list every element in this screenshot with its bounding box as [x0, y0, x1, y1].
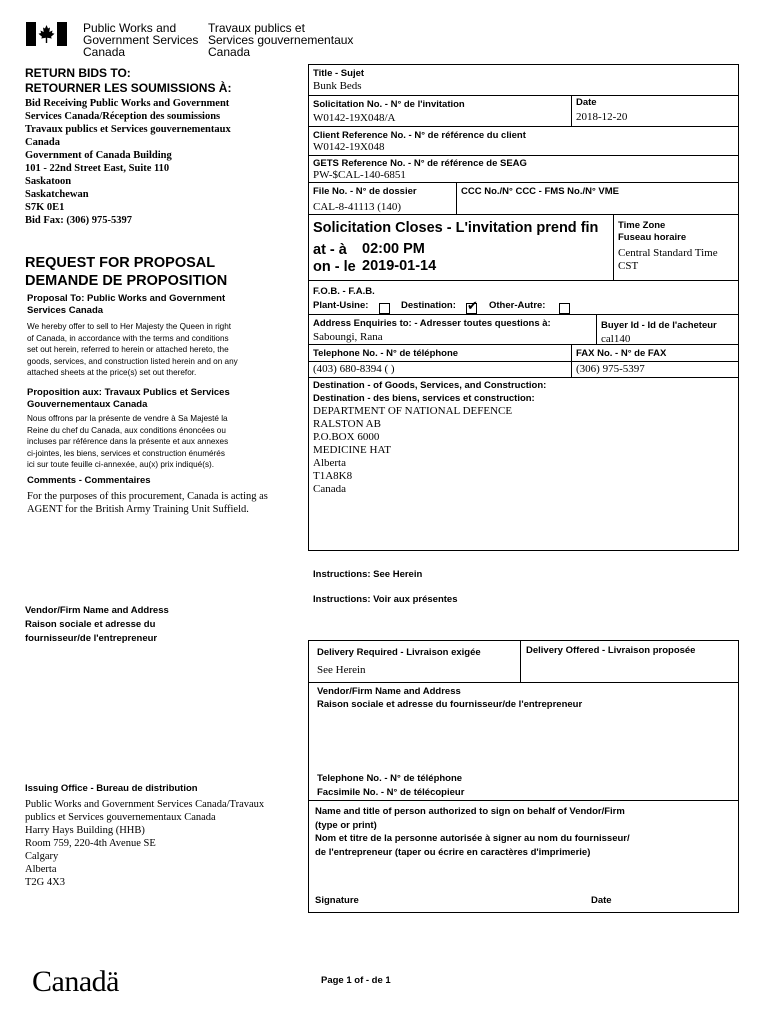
rfp-title: [25, 254, 227, 290]
divider: [308, 377, 739, 378]
return-bids-title: [25, 66, 231, 96]
issuing-line: Public Works and Government Services Canada/Travaux: [25, 799, 265, 810]
comments-label: Comments - Commentaires: [27, 475, 151, 486]
return-bids-title-fr: RETOURNER LES SOUMISSIONS À:: [25, 81, 232, 95]
authorized-person-line: (type or print): [315, 819, 377, 831]
vendor-firm-left-label: [25, 604, 169, 646]
address-line: Canada: [25, 137, 61, 148]
proposal-text-line: attached sheets at the price(s) set out therefor.: [27, 368, 197, 377]
dept-name-en-line: Canada: [83, 45, 126, 59]
comments-line: For the purposes of this procurement, Canada is acting as: [27, 491, 268, 502]
destination-line: T1A8K8: [313, 470, 353, 482]
divider: [308, 155, 739, 156]
divider: [308, 344, 739, 345]
address-enquiries-value: Saboungi, Rana: [313, 331, 383, 343]
vendor-firm-label-line: Vendor/Firm Name and Address: [317, 686, 461, 697]
destination-line: Canada: [313, 483, 346, 495]
vendor-firm-field[interactable]: [312, 712, 735, 768]
proposition-label-line: Gouvernementaux Canada: [27, 399, 148, 410]
time-zone-value-line: Central Standard Time: [618, 247, 718, 259]
address-line: Travaux publics et Services gouvernementaux: [25, 124, 231, 135]
issuing-line: T2G 4X3: [25, 877, 65, 888]
proposal-to-label-line: Services Canada: [27, 305, 104, 316]
proposition-label-line: Proposition aux: Travaux Publics et Services: [27, 387, 230, 398]
file-no-label: File No. - N° de dossier: [313, 186, 417, 197]
divider: [308, 682, 739, 683]
dept-name-en-line: Public Works and: [83, 21, 177, 35]
dept-name-en-line: Government Services: [83, 33, 199, 47]
gets-ref-label: GETS Reference No. - N° de référence de SEAG: [313, 158, 527, 169]
destination-line: Alberta: [313, 457, 346, 469]
address-line: Government of Canada Building: [25, 150, 172, 161]
telephone-value: (403) 680-8394 ( ): [313, 363, 395, 375]
proposal-to-text: [27, 321, 238, 379]
time-zone-label-line: Time Zone: [618, 220, 666, 231]
dept-name-fr-line: Services gouvernementaux: [208, 33, 354, 47]
dept-name-fr-line: Canada: [208, 45, 251, 59]
issuing-line: Room 759, 220-4th Avenue SE: [25, 838, 156, 849]
dept-name-fr: [208, 22, 353, 58]
client-ref-label: Client Reference No. - N° de référence du client: [313, 130, 526, 141]
issuing-office-label: Issuing Office - Bureau de distribution: [25, 783, 198, 794]
proposition-text-line: ici sur toute feuille ci-annexée, au(x) prix indiqué(s).: [27, 460, 215, 469]
time-zone-value: [618, 247, 718, 273]
time-zone-value-line: CST: [618, 260, 639, 272]
issuing-line: publics et Services gouvernementaux Canada: [25, 812, 216, 823]
divider: [308, 800, 739, 801]
rfp-title-en: REQUEST FOR PROPOSAL: [25, 255, 216, 271]
proposal-text-line: of Canada, in accordance with the terms and conditions: [27, 333, 229, 343]
authorized-person-line: de l'entrepreneur (taper ou écrire en caractères d'imprimerie): [315, 846, 591, 858]
divider: [308, 126, 739, 127]
delivery-required-label: Delivery Required - Livraison exigée: [317, 647, 481, 658]
authorized-person-line: Name and title of person authorized to sign on behalf of Vendor/Firm: [315, 806, 625, 817]
address-line: Services Canada/Réception des soumissions: [25, 111, 221, 122]
telephone-label: Telephone No. - N° de téléphone: [313, 348, 459, 359]
authorized-person-line: Nom et titre de la personne autorisée à signer au nom du fournisseur/: [315, 833, 630, 844]
address-line: Saskatoon: [25, 176, 72, 187]
signature-date-label: Date: [591, 895, 612, 906]
address-line: S7K 0E1: [25, 202, 65, 213]
destination-label: Destination:: [401, 300, 456, 311]
authorized-person-label: [315, 805, 630, 859]
rfp-title-fr: DEMANDE DE PROPOSITION: [25, 273, 228, 289]
client-ref-value: W0142-19X048: [313, 141, 385, 153]
return-bids-title-en: RETURN BIDS TO:: [25, 66, 131, 80]
instructions-en: Instructions: See Herein: [313, 569, 423, 580]
destination-checkbox-box[interactable]: [466, 299, 478, 314]
divider: [308, 361, 739, 362]
comments-text: [27, 490, 268, 516]
ccc-label: CCC No./N° CCC - FMS No./N° VME: [461, 186, 620, 197]
divider: [613, 214, 614, 280]
signature-label: Signature: [315, 895, 359, 906]
destination-line: P.O.BOX 6000: [313, 431, 380, 443]
buyer-id-value: cal140: [601, 333, 631, 345]
closing-time-value: 02:00 PM: [362, 241, 425, 257]
destination-goods-label: [313, 380, 546, 405]
file-no-value: CAL-8-41113 (140): [313, 201, 402, 213]
at-label: at - à: [313, 242, 347, 258]
issuing-line: Calgary: [25, 851, 59, 862]
proposal-text-line: goods, services, and construction listed herein and on any: [27, 356, 238, 366]
proposition-text-line: ci-jointes, les biens, services et construction énumérés: [27, 448, 225, 458]
plant-label: Plant-Usine:: [313, 300, 369, 311]
address-line: Saskatchewan: [25, 189, 89, 200]
proposition-text-line: Nous offrons par la présente de vendre à Sa Majesté la: [27, 414, 228, 423]
destination-line: RALSTON AB: [313, 418, 381, 430]
issuing-line: Alberta: [25, 864, 57, 875]
instructions-fr: Instructions: Voir aux présentes: [313, 594, 458, 605]
divider: [308, 95, 739, 96]
destination-address: [313, 405, 512, 496]
on-label: on - le: [313, 259, 356, 275]
destination-line: MEDICINE HAT: [313, 444, 391, 456]
plant-checkbox-box[interactable]: [379, 303, 390, 314]
fax-label: FAX No. - N° de FAX: [576, 348, 667, 359]
proposition-text-line: Reine du chef du Canada, aux conditions énoncées ou: [27, 425, 226, 435]
divider: [308, 214, 739, 215]
delivery-offered-label: Delivery Offered - Livraison proposée: [526, 645, 696, 656]
date-value: 2018-12-20: [576, 111, 628, 123]
vendor-facsimile-label: Facsimile No. - N° de télécopieur: [317, 786, 465, 798]
divider: [520, 640, 521, 682]
divider: [308, 280, 739, 281]
check-mark-icon: ✔: [467, 299, 478, 314]
fax-value: (306) 975-5397: [576, 363, 645, 375]
canada-wordmark-logo: Canadä: [32, 965, 119, 998]
title-label: Title - Sujet: [313, 68, 365, 79]
address-line: 101 - 22nd Street East, Suite 110: [25, 163, 170, 174]
divider: [571, 95, 572, 126]
address-enquiries-label: Address Enquiries to: - Adresser toutes questions à:: [313, 318, 551, 329]
proposition-text: [27, 413, 228, 471]
time-zone-label-line: Fuseau horaire: [618, 232, 687, 243]
vendor-left-label-line: Vendor/Firm Name and Address: [25, 605, 169, 616]
solicitation-closes-label: Solicitation Closes - L'invitation prend fin: [313, 220, 599, 236]
dept-name-en: [83, 22, 198, 58]
vendor-firm-label-line: Raison sociale et adresse du fournisseur/de l'entrepreneur: [317, 698, 583, 710]
solicitation-value: W0142-19X048/A: [313, 112, 396, 124]
fob-label: F.O.B. - F.A.B.: [313, 286, 375, 297]
proposal-text-line: We hereby offer to sell to Her Majesty the Queen in right: [27, 322, 232, 331]
divider: [308, 182, 739, 183]
proposition-text-line: incluses par référence dans la présente et aux annexes: [27, 437, 229, 446]
divider: [571, 344, 572, 377]
other-checkbox-box[interactable]: [559, 303, 570, 314]
bid-fax-line: Bid Fax: (306) 975-5397: [25, 215, 133, 226]
proposal-text-line: set out herein, referred to herein or attached hereto, the: [27, 345, 229, 354]
other-label: Other-Autre:: [489, 300, 546, 311]
date-label: Date: [576, 97, 597, 108]
dept-name-fr-line: Travaux publics et: [208, 21, 305, 35]
destination-line: DEPARTMENT OF NATIONAL DEFENCE: [313, 405, 513, 417]
divider: [456, 182, 457, 214]
vendor-left-label-line: fournisseur/de l'entrepreneur: [25, 633, 158, 644]
solicitation-label: Solicitation No. - N° de l'invitation: [313, 99, 465, 110]
vendor-telephone-label: Telephone No. - N° de téléphone: [317, 773, 463, 784]
divider: [308, 314, 739, 315]
delivery-required-value: See Herein: [317, 664, 366, 676]
vendor-firm-label: [317, 686, 582, 711]
authorized-person-field[interactable]: [312, 862, 735, 890]
destination-goods-label-line: Destination - des biens, services et construction:: [313, 392, 535, 404]
page-number: Page 1 of - de 1: [321, 975, 391, 986]
divider: [596, 314, 597, 344]
proposal-to-label-line: Proposal To: Public Works and Government: [27, 293, 226, 304]
issuing-office-address: [25, 798, 264, 889]
proposition-label: [27, 387, 230, 411]
gets-ref-value: PW-$CAL-140-6851: [313, 169, 406, 181]
canada-flag-icon: [26, 22, 67, 46]
buyer-id-label: Buyer Id - Id de l'acheteur: [601, 320, 717, 331]
return-bids-address: [25, 97, 231, 227]
vendor-phone-fax-label: [317, 772, 464, 799]
closing-date-value: 2019-01-14: [362, 258, 437, 274]
time-zone-label: [618, 220, 686, 244]
issuing-line: Harry Hays Building (HHB): [25, 825, 145, 836]
comments-line: AGENT for the British Army Training Unit Suffield.: [27, 504, 249, 515]
title-value: Bunk Beds: [313, 80, 362, 92]
vendor-left-label-line: Raison sociale et adresse du: [25, 619, 156, 630]
proposal-to-label: [27, 293, 225, 317]
destination-goods-label-line: Destination - of Goods, Services, and Construction:: [313, 380, 547, 391]
address-line: Bid Receiving Public Works and Government: [25, 98, 230, 109]
